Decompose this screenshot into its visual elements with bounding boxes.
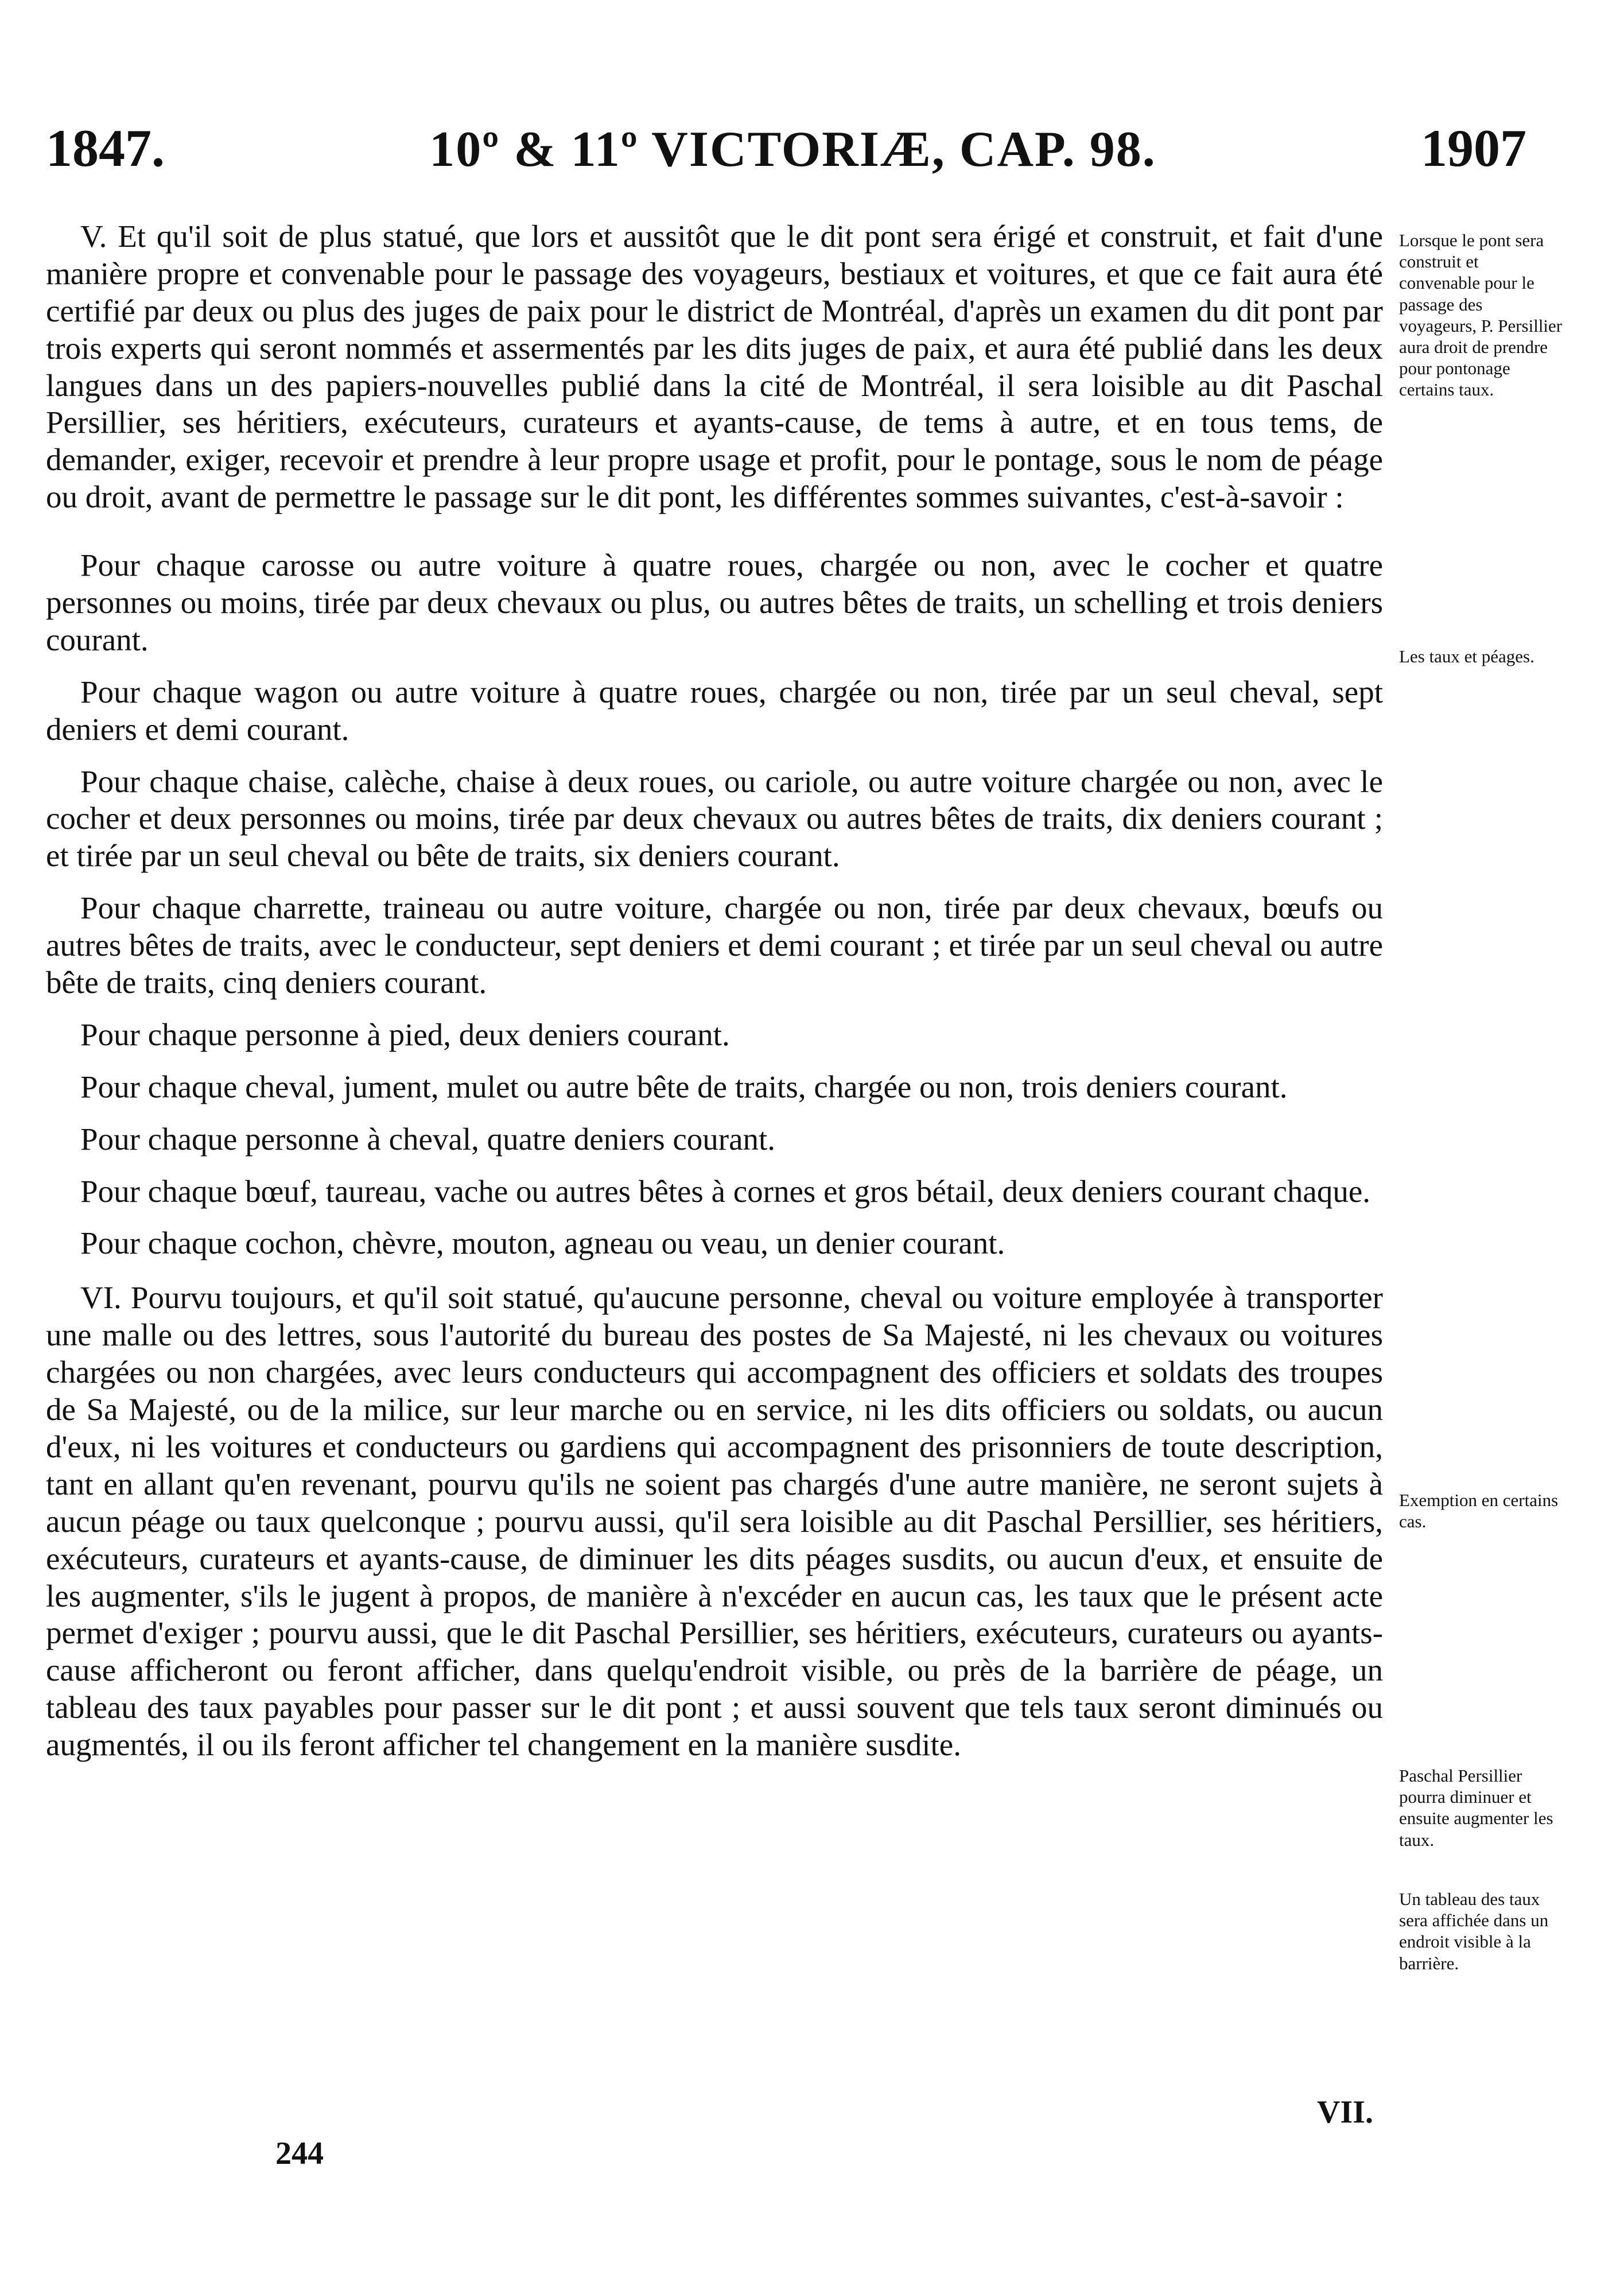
margin-note: Paschal Persillier pourra diminuer et ensuite augmenter les taux. xyxy=(1399,1766,1553,1850)
toll-rate-paragraph: Pour chaque personne à cheval, quatre deniers courant. xyxy=(80,1121,776,1157)
toll-rate-paragraph: Pour chaque cochon, chèvre, mouton, agneau ou veau, un denier courant. xyxy=(80,1225,1005,1261)
margin-note: Un tableau des taux sera affichée dans un endroit visible à la barrière. xyxy=(1399,1889,1549,1973)
toll-rate-paragraph: Pour chaque personne à pied, deux deniers courant. xyxy=(80,1017,730,1052)
toll-rate-paragraph: Pour chaque bœuf, taureau, vache ou autres bêtes à cornes et gros bétail, deux deniers courant chaque. xyxy=(80,1173,1370,1209)
header-page-number: 1907 xyxy=(1421,119,1526,177)
running-header xyxy=(46,118,1526,187)
catchword: VII. xyxy=(1317,2094,1374,2130)
section-v-paragraph: V. Et qu'il soit de plus statué, que lors et aussitôt que le dit pont sera érigé et construit, et fait d'une manière propre et convenable pour le passage des voyageurs, bestiaux et voitures, et que ce fait aura été certifié par deux ou plus des juges de paix pour le district de Montréal, d'après un examen du dit pont par trois experts qui seront nommés et assermentés par les dits juges de paix, et aura été publié dans les deux langues dans un des papiers-nouvelles publié dans la cité de Montréal, il sera loisible au dit Paschal Persillier, ses héritiers, exécuteurs, curateurs et ayants-cause, de tems à autre, et en tous tems, de demander, exiger, recevoir et prendre à leur propre usage et profit, pour le pontage, sous le nom de péage ou droit, avant de permettre le passage sur le dit pont, les différentes sommes suivantes, c'est-à-savoir : xyxy=(46,219,1383,515)
margin-note: Lorsque le pont sera construit et convenable pour le passage des voyageurs, P. Persillier aura droit de prendre pour pontonage certains taux. xyxy=(1399,230,1563,400)
header-year: 1847. xyxy=(46,119,165,177)
section-vi-paragraph: VI. Pourvu toujours, et qu'il soit statué, qu'aucune personne, cheval ou voiture employée à transporter une malle ou des lettres, sous l'autorité du bureau des postes de Sa Majesté, ni les chevaux ou voitures chargées ou non chargées, avec leurs conducteurs qui accompagnent des officiers et soldats des troupes de Sa Majesté, ou de la milice, sur leur marche ou en service, ni les dits officiers ou soldats, ou aucun d'eux, ni les voitures et conducteurs ou gardiens qui accompagnent des prisonniers de toute description, tant en allant qu'en revenant, pourvu qu'ils ne soient pas chargés d'une autre manière, ne seront sujets à aucun péage ou taux quelconque ; pourvu aussi, qu'il sera loisible au dit Paschal Persillier, ses héritiers, exécuteurs, curateurs et ayants-cause, de diminuer les dits péages susdits, ou aucun d'eux, et ensuite de les augmenter, s'ils le jugent à propos, de manière à n'excéder en aucun cas, les taux que le présent acte permet d'exiger ; pourvu aussi, que le dit Paschal Persillier, ses héritiers, exécuteurs, curateurs ou ayants-cause afficheront ou feront afficher, dans quelqu'endroit visible, ou près de la barrière de péage, un tableau des taux payables pour passer sur le dit pont ; et aussi souvent que tels taux seront diminués ou augmentés, il ou ils feront afficher tel changement en la manière susdite. xyxy=(46,1280,1383,1763)
header-title: 10º & 11º VICTORIÆ, CAP. 98. xyxy=(429,122,1156,177)
footer-page-number: 244 xyxy=(275,2136,324,2171)
toll-rate-paragraph: Pour chaque charrette, traineau ou autre voiture, chargée ou non, tirée par deux chevaux, bœufs ou autres bêtes de traits, avec le conducteur, sept deniers et demi courant ; et tirée par un seul cheval ou autre bête de traits, cinq deniers courant. xyxy=(46,890,1383,1000)
toll-rate-paragraph: Pour chaque cheval, jument, mulet ou autre bête de traits, chargée ou non, trois deniers courant. xyxy=(80,1069,1288,1104)
toll-rate-paragraph: Pour chaque carosse ou autre voiture à quatre roues, chargée ou non, avec le cocher et quatre personnes ou moins, tirée par deux chevaux ou plus, ou autres bêtes de traits, un schelling et trois deniers courant. xyxy=(46,548,1383,657)
toll-rate-paragraph: Pour chaque chaise, calèche, chaise à deux roues, ou cariole, ou autre voiture chargée ou non, avec le cocher et deux personnes ou moins, tirée par deux chevaux ou autres bêtes de traits, dix deniers courant ; et tirée par un seul cheval ou bête de traits, six deniers courant. xyxy=(46,763,1383,874)
body-text xyxy=(46,218,1383,1779)
toll-rate-paragraph: Pour chaque wagon ou autre voiture à quatre roues, chargée ou non, tirée par un seul cheval, sept deniers et demi courant. xyxy=(46,674,1383,747)
margin-note: Les taux et péages. xyxy=(1399,646,1534,666)
margin-note: Exemption en certains cas. xyxy=(1399,1490,1559,1532)
